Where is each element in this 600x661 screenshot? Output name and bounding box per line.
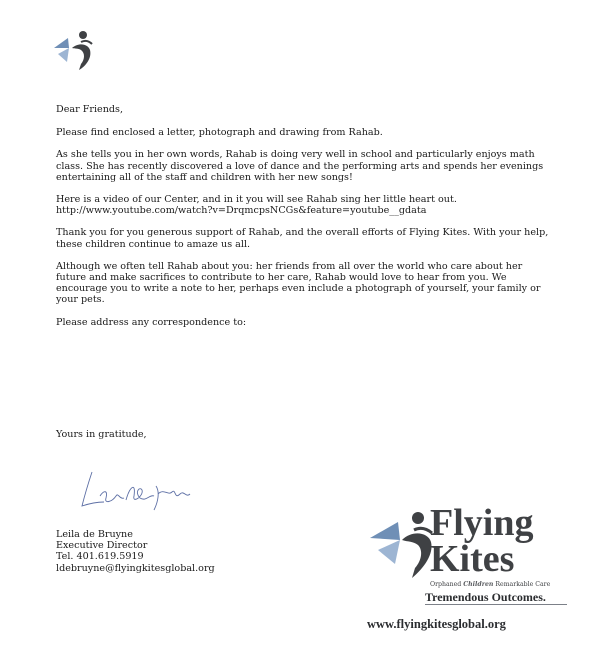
closing-text: Yours in gratitude, [56,429,147,440]
signatory-title: Executive Director [56,540,148,552]
letter-body [56,104,552,339]
tagline-small-part1: Orphaned [430,581,464,588]
handwritten-signature [74,466,204,516]
salutation: Dear Friends, [56,104,124,115]
tagline-small-part3: Remarkable Care [493,581,551,588]
brand-name-line2: Kites [430,538,515,580]
flying-kites-brand-icon [368,508,438,580]
signatory-name: Leila de Bruyne [56,529,133,540]
signatory-email[interactable]: ldebruyne@flyingkitesglobal.org [56,562,215,574]
tagline-big: Tremendous Outcomes. [425,590,546,604]
video-link[interactable]: http://www.youtube.com/watch?v=DrqmcpsNCGs&feature=youtube__gdata [56,205,427,217]
paragraph-hear-from-you: Although we often tell Rahab about you: her friends from all over the world who care about her future and make sacrifices to contribute to her care, Rahab would love to hear from you. We encourage you to write a note to her, perhaps even include a photograph of yourself, your family or your pets. [56,260,541,306]
brand-name-line1: Flying [430,502,534,544]
paragraph-thanks: Thank you for you generous support of Rahab, and the overall efforts of Flying Kites. With your help, these children continue to amaze us all. [56,227,549,250]
tagline-small-part2: Children [463,581,494,588]
video-intro-text: Here is a video of our Center, and in it you will see Rahab sing her little heart out. [56,194,457,206]
tagline-divider [425,604,567,605]
flying-kites-logo-icon [52,28,100,72]
signatory-phone: Tel. 401.619.5919 [56,551,144,563]
website-link[interactable]: www.flyingkitesglobal.org [367,617,506,631]
brand-name [430,502,534,580]
signature-block [56,529,215,574]
tagline-small [430,581,550,588]
paragraph-address: Please address any correspondence to: [56,316,247,328]
paragraph-enclosed: Please find enclosed a letter, photograph and drawing from Rahab. [56,127,383,139]
paragraph-video [56,194,552,216]
paragraph-school: As she tells you in her own words, Rahab is doing very well in school and particularly enjoys math class. She has recently discovered a love of dance and the performing arts and spends her evenings entertaining all of the staff and children with her new songs! [56,149,544,183]
